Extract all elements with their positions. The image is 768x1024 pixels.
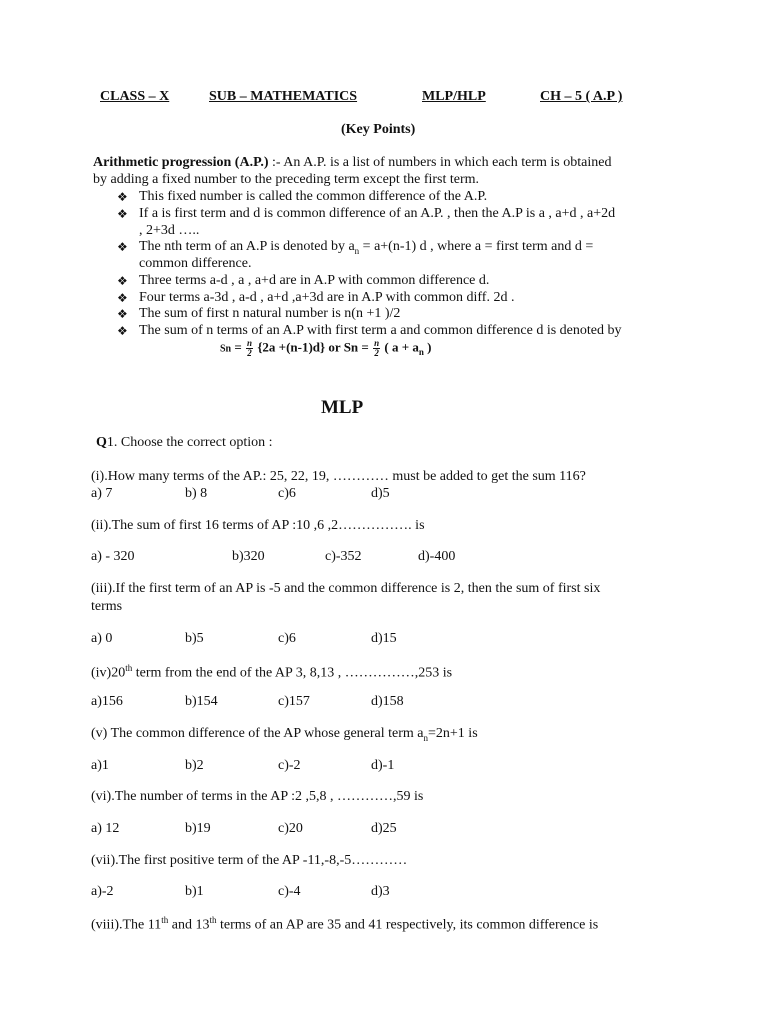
bullet-3-text-a: The nth term of an A.P is denoted by a [139, 239, 355, 254]
option-a: a)156 [91, 694, 123, 709]
option-a: a)-2 [91, 884, 114, 899]
formula-fraction-1 [246, 339, 253, 358]
q1-heading [96, 435, 273, 451]
formula-close: ) [423, 339, 432, 355]
question-ii: (ii).The sum of first 16 terms of AP :10 ,6 ,2……………. is [91, 518, 425, 533]
question-viii-sup-2: th [209, 915, 217, 925]
option-d: d)-400 [418, 549, 456, 564]
option-d: d)158 [371, 694, 404, 709]
diamond-bullet-icon: ❖ [117, 207, 128, 221]
question-iv [91, 663, 452, 682]
header-chapter: CH – 5 ( A.P ) [540, 89, 623, 104]
header-level: MLP/HLP [422, 89, 486, 104]
option-b: b)1 [185, 884, 204, 899]
bullet-3-line-2: common difference. [139, 256, 252, 271]
bullet-3-line-1 [139, 239, 593, 256]
formula-fraction-2 [373, 339, 380, 358]
option-d: d)3 [371, 884, 390, 899]
diamond-bullet-icon: ❖ [117, 291, 128, 305]
fraction-denominator: 2 [374, 348, 379, 358]
formula-sn-2: Sn [343, 339, 359, 355]
fraction-numerator: n [374, 338, 380, 348]
option-d: d)5 [371, 486, 390, 501]
bullet-3-sub: n [354, 245, 360, 256]
definition-term: Arithmetic progression (A.P.) [93, 155, 269, 170]
fraction-denominator: 2 [247, 348, 252, 358]
question-v-sub: n [423, 732, 429, 743]
question-viii-post: terms of an AP are 35 and 41 respectively, its common difference is [216, 917, 599, 933]
option-c: c)20 [278, 821, 303, 836]
question-iv-post: term from the end of the AP 3, 8,13 , ……………,253 is [132, 665, 453, 681]
question-viii-sup-1: th [161, 915, 169, 925]
question-iii-line-1: (iii).If the first term of an AP is -5 and the common difference is 2, then the sum of first six [91, 581, 601, 596]
option-a: a)1 [91, 758, 109, 773]
bullet-2-line-1: If a is first term and d is common difference of an A.P. , then the A.P is a , a+d , a+2d [139, 206, 616, 221]
header-subject: SUB – MATHEMATICS [209, 89, 358, 104]
definition-line-1 [93, 155, 611, 171]
bullet-1: This fixed number is called the common difference of the A.P. [139, 189, 488, 204]
option-c: c)-352 [325, 549, 362, 564]
question-viii-mid: and 13 [168, 917, 210, 933]
key-points-title: (Key Points) [341, 122, 416, 137]
formula-sn-1: Sn [220, 343, 232, 355]
bullet-5: Four terms a-3d , a-d , a+d ,a+3d are in A.P with common diff. 2d . [139, 290, 515, 305]
option-a: a) 12 [91, 821, 120, 836]
diamond-bullet-icon: ❖ [117, 240, 128, 254]
option-d: d)25 [371, 821, 397, 836]
option-c: c)-2 [278, 758, 301, 773]
diamond-bullet-icon: ❖ [117, 307, 128, 321]
question-vi: (vi).The number of terms in the AP :2 ,5,8 , …………,59 is [91, 789, 424, 804]
formula-part-1: {2a +(n-1)d} or [254, 339, 344, 355]
option-b: b)19 [185, 821, 211, 836]
option-b: b) 8 [185, 486, 208, 501]
formula-eq-2: = [358, 339, 373, 355]
diamond-bullet-icon: ❖ [117, 324, 128, 338]
formula-eq-1: = [231, 339, 246, 355]
option-b: b)2 [185, 758, 204, 773]
question-viii-pre: (viii).The 11 [91, 917, 162, 933]
question-i: (i).How many terms of the AP.: 25, 22, 19, ………… must be added to get the sum 116? [91, 469, 586, 484]
option-c: c)6 [278, 631, 296, 646]
bullet-4: Three terms a-d , a , a+d are in A.P with common difference d. [139, 273, 490, 288]
option-c: c)157 [278, 694, 310, 709]
question-vii: (vii).The first positive term of the AP -11,-8,-5………… [91, 853, 408, 868]
formula-part-2: ( a + a [381, 339, 419, 355]
option-b: b)154 [185, 694, 218, 709]
fraction-numerator: n [247, 338, 253, 348]
option-a: a) 0 [91, 631, 113, 646]
option-b: b)320 [232, 549, 265, 564]
question-iv-pre: (iv)20 [91, 665, 126, 681]
diamond-bullet-icon: ❖ [117, 274, 128, 288]
question-v [91, 726, 478, 743]
option-b: b)5 [185, 631, 204, 646]
bullet-3-text-b: = a+(n-1) d , where a = first term and d = [359, 239, 594, 254]
header-class: CLASS – X [100, 89, 170, 104]
mlp-title: MLP [321, 397, 364, 418]
question-v-post: =2n+1 is [428, 726, 478, 741]
bullet-7: The sum of n terms of an A.P with first term a and common difference d is denoted by [139, 323, 622, 338]
option-c: c)6 [278, 486, 296, 501]
formula-sub-n: n [418, 347, 424, 358]
question-iii-line-2: terms [91, 599, 123, 614]
sum-formula [220, 339, 431, 358]
option-d: d)15 [371, 631, 397, 646]
q1-text: 1. Choose the correct option : [106, 435, 273, 450]
option-d: d)-1 [371, 758, 395, 773]
option-a: a) 7 [91, 486, 113, 501]
definition-line-2: by adding a fixed number to the preceding term except the first term. [93, 172, 480, 187]
bullet-6: The sum of first n natural number is n(n +1 )/2 [139, 306, 401, 321]
question-viii [91, 915, 598, 934]
option-a: a) - 320 [91, 549, 135, 564]
q1-label: Q [96, 435, 107, 450]
question-iv-sup: th [125, 663, 133, 673]
bullet-2-line-2: , 2+3d ….. [139, 223, 200, 238]
option-c: c)-4 [278, 884, 301, 899]
diamond-bullet-icon: ❖ [117, 190, 128, 204]
question-v-pre: (v) The common difference of the AP whose general term a [91, 726, 424, 741]
definition-text-1: :- An A.P. is a list of numbers in which each term is obtained [268, 155, 612, 170]
